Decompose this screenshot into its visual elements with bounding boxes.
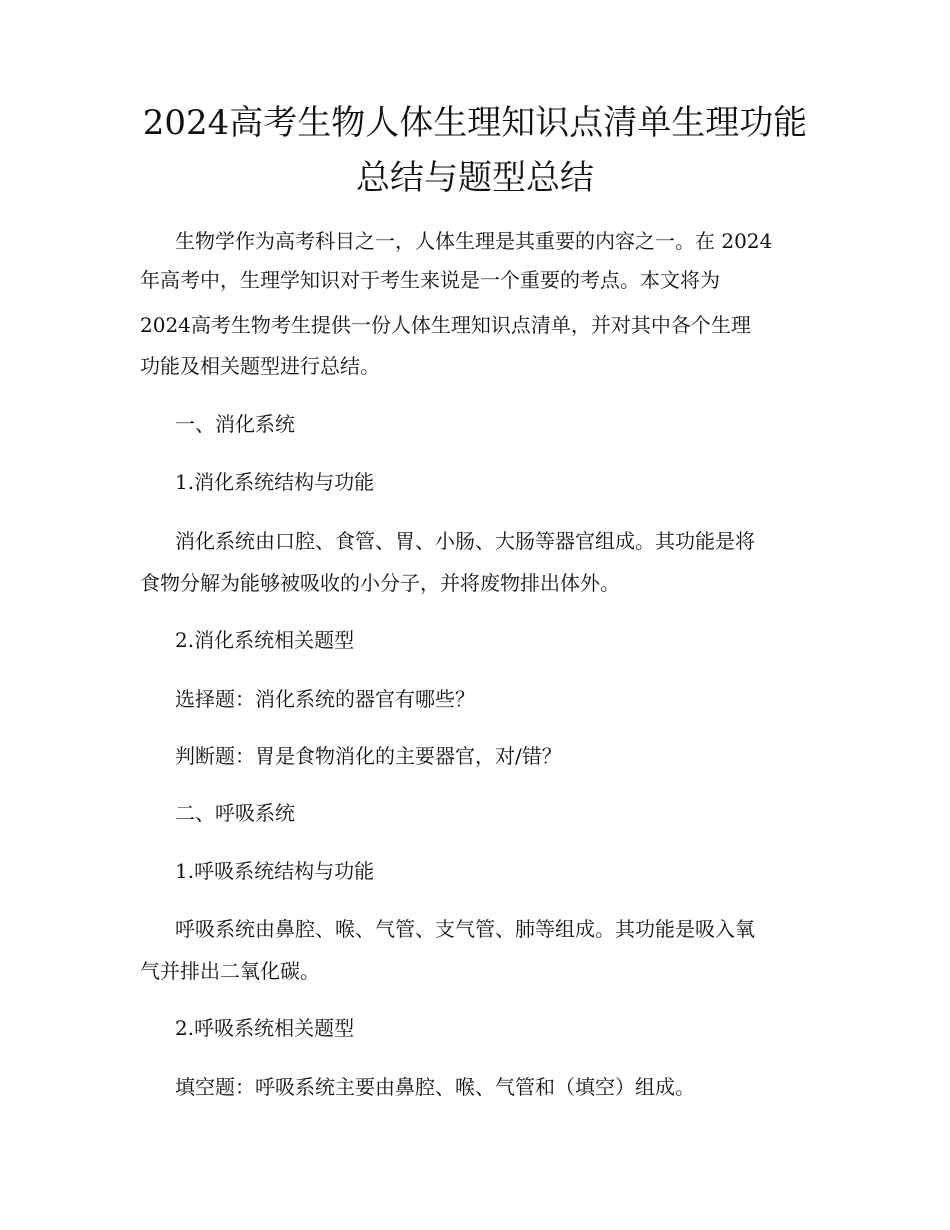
intro-line-1: 生物学作为高考科目之一，人体生理是其重要的内容之一。在 2024 <box>175 229 773 253</box>
respiratory-para-line-2: 气并排出二氧化碳。 <box>140 959 320 983</box>
subheading-digestive-questions: 2.消化系统相关题型 <box>175 628 355 652</box>
digestive-para-line-1: 消化系统由口腔、食管、胃、小肠、大肠等器官组成。其功能是将 <box>175 529 755 553</box>
section-heading-respiratory: 二、呼吸系统 <box>175 801 295 825</box>
document-title-line-1: 2024高考生物人体生理知识点清单生理功能 <box>142 103 808 143</box>
section-heading-digestive: 一、消化系统 <box>175 412 295 436</box>
respiratory-question-1: 填空题：呼吸系统主要由鼻腔、喉、气管和（填空）组成。 <box>175 1075 695 1099</box>
intro-line-4: 功能及相关题型进行总结。 <box>140 354 380 378</box>
intro-line-2: 年高考中，生理学知识对于考生来说是一个重要的考点。本文将为 <box>140 268 720 292</box>
subheading-respiratory-structure: 1.呼吸系统结构与功能 <box>175 859 375 883</box>
respiratory-para-line-1: 呼吸系统由鼻腔、喉、气管、支气管、肺等组成。其功能是吸入氧 <box>175 917 755 941</box>
digestive-para-line-2: 食物分解为能够被吸收的小分子，并将废物排出体外。 <box>140 571 620 595</box>
digestive-question-2: 判断题：胃是食物消化的主要器官，对/错？ <box>175 744 562 768</box>
intro-line-3: 2024高考生物考生提供一份人体生理知识点清单，并对其中各个生理 <box>140 313 751 337</box>
document-title-line-2: 总结与题型总结 <box>356 158 594 198</box>
subheading-respiratory-questions: 2.呼吸系统相关题型 <box>175 1016 355 1040</box>
subheading-digestive-structure: 1.消化系统结构与功能 <box>175 470 375 494</box>
digestive-question-1: 选择题：消化系统的器官有哪些？ <box>175 687 475 711</box>
